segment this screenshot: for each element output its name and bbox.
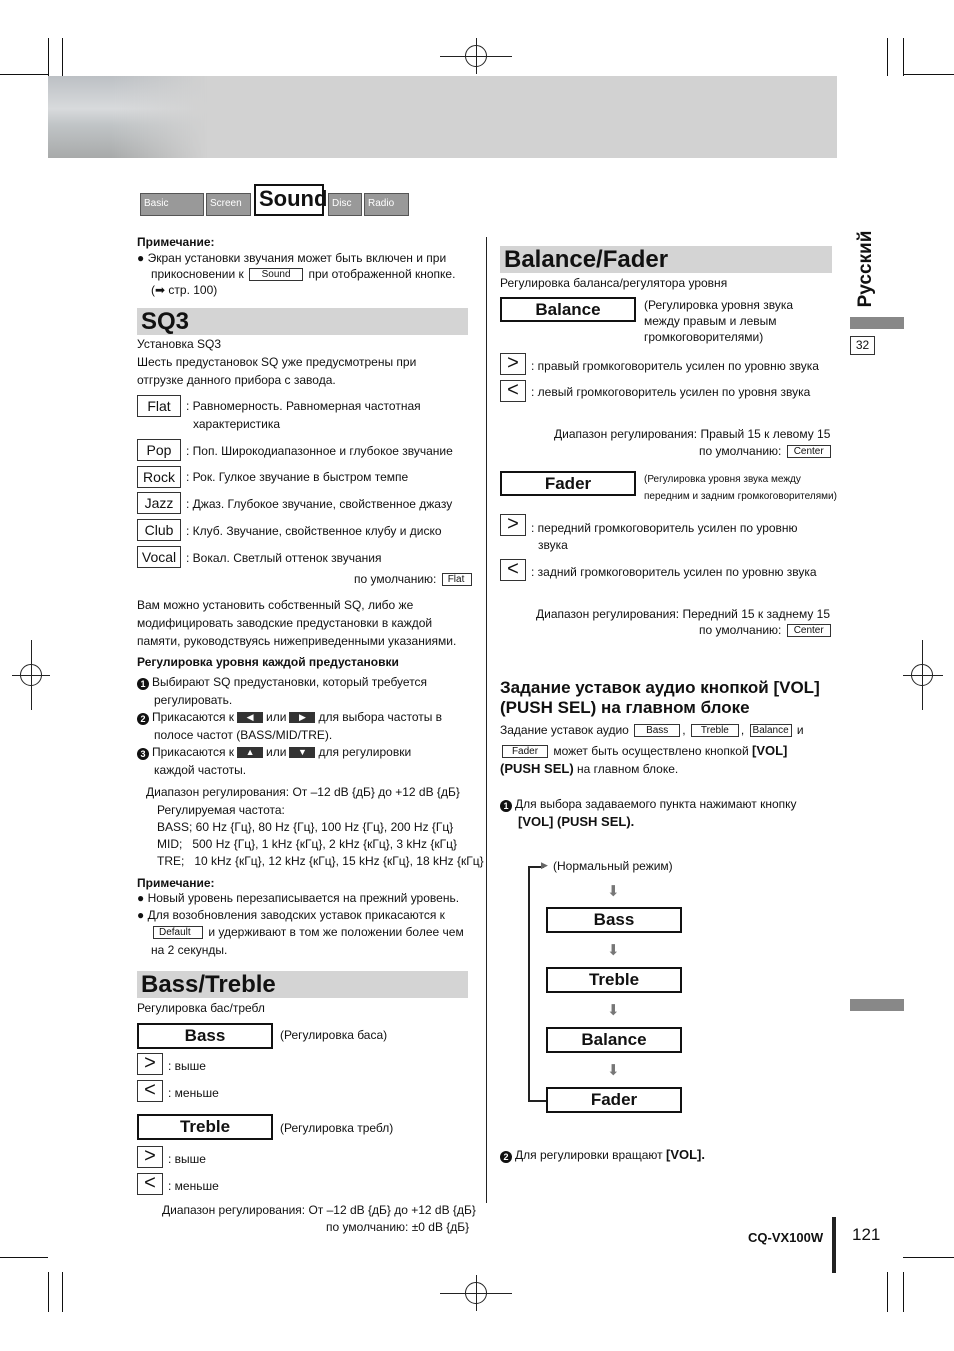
- vol-paragraph: Fader может быть осуществлено кнопкой [VOL]: [500, 742, 787, 760]
- flow-down-arrow-icon: ⬇: [607, 883, 620, 900]
- section-title-balance-fader: Balance/Fader: [500, 246, 832, 273]
- bass-label-box: Bass: [137, 1023, 273, 1049]
- footer-bar: [832, 1217, 836, 1273]
- flow-balance: Balance: [546, 1027, 682, 1053]
- note-line: ● Новый уровень перезаписывается на прежний уровень.: [137, 891, 460, 905]
- crop-mark: [62, 38, 63, 76]
- preset-vocal: Vocal: [137, 546, 181, 568]
- flow-loop-line: [528, 1100, 546, 1102]
- flow-down-arrow-icon: ⬇: [607, 1002, 620, 1019]
- crop-mark: [48, 38, 49, 76]
- note-line: на 2 секунды.: [151, 943, 228, 957]
- section-subtitle: Установка SQ3: [137, 337, 222, 351]
- model-number: CQ-VX100W: [748, 1230, 824, 1245]
- preset-pop: Pop: [137, 439, 181, 461]
- fader-front-text-cont: звука: [538, 538, 568, 552]
- crop-mark: [887, 38, 888, 76]
- left-arrow-button-icon: ◀: [237, 712, 263, 723]
- balance-left-icon: <: [500, 380, 526, 402]
- side-bar-marker-lower: [850, 999, 904, 1011]
- default-value-center: Center: [787, 445, 831, 458]
- tab-screen[interactable]: Screen: [206, 193, 251, 216]
- side-page-number: 32: [850, 336, 875, 355]
- down-arrow-button-icon: ▼: [289, 747, 315, 758]
- step-3: 3 Прикасаются к ▲ или ▼ для регулировки: [137, 744, 411, 761]
- bass-up-text: : выше: [168, 1059, 206, 1073]
- range-text: Диапазон регулирования: От –12 dB {дБ} до +12 dB {дБ}: [146, 785, 460, 799]
- tab-radio[interactable]: Radio: [364, 193, 409, 216]
- paragraph: памяти, руководствуясь нижеприведенными указаниями.: [137, 634, 457, 648]
- section-subtitle: Регулировка баланса/регулятора уровня: [500, 276, 728, 290]
- fader-desc: (Регулировка уровня звука между передним и задним громкоговорителями): [644, 474, 837, 502]
- note-line: (➡ стр. 100): [151, 283, 218, 297]
- freq-label: Регулируемая частота:: [157, 803, 285, 817]
- balance-button-ref: Balance: [750, 724, 792, 737]
- flow-down-arrow-icon: ⬇: [607, 1062, 620, 1079]
- header-banner: [48, 76, 837, 158]
- flow-bass: Bass: [546, 907, 682, 933]
- flow-down-arrow-icon: ⬇: [607, 942, 620, 959]
- freq-tre: TRE; 10 kHz {кГц}, 12 kHz {кГц}, 15 kHz {кГц}, 18 kHz {кГц}: [157, 854, 484, 868]
- flow-treble: Treble: [546, 967, 682, 993]
- crop-mark: [903, 1272, 904, 1312]
- preset-desc: : Рок. Гулкое звучание в быстром темпе: [186, 470, 409, 484]
- balance-desc: (Регулировка уровня звука между правым и левым громкоговорителями): [644, 298, 794, 344]
- flow-loop-line: [528, 866, 530, 1102]
- step-3-cont: каждой частоты.: [154, 763, 247, 777]
- default-value-flat: Flat: [442, 573, 472, 586]
- step-1-cont: регулировать.: [154, 693, 233, 707]
- note-line: ● Экран установки звучания может быть включен и при: [137, 251, 447, 265]
- balance-right-icon: >: [500, 353, 526, 375]
- vol-paragraph: (PUSH SEL) на главном блоке.: [500, 761, 679, 776]
- preset-rock: Rock: [137, 466, 181, 488]
- tab-sound[interactable]: Sound: [254, 184, 324, 216]
- treble-up-icon: >: [137, 1146, 163, 1168]
- default-text: по умолчанию: ±0 dB {дБ}: [326, 1220, 470, 1234]
- flow-fader: Fader: [546, 1087, 682, 1113]
- preset-desc: характеристика: [193, 417, 281, 431]
- treble-button-ref: Treble: [691, 724, 739, 737]
- freq-bass: BASS; 60 Hz {Гц}, 80 Hz {Гц}, 100 Hz {Гц}, 200 Hz {Гц}: [157, 820, 454, 834]
- vol-step-2: 2 Для регулировки вращают [VOL].: [500, 1146, 705, 1164]
- crop-mark: [903, 38, 904, 76]
- treble-label-box: Treble: [137, 1114, 273, 1140]
- section-title-bass-treble: Bass/Treble: [137, 971, 468, 998]
- subheading: Регулировка уровня каждой предустановки: [137, 655, 399, 669]
- vol-bold: [VOL]: [752, 743, 788, 758]
- paragraph: модифицировать заводские предустановки в каждой: [137, 616, 433, 630]
- bass-desc: (Регулировка баса): [280, 1028, 388, 1042]
- fader-rear-icon: <: [500, 559, 526, 581]
- treble-down-text: : меньше: [168, 1179, 219, 1193]
- balance-label-box: Balance: [500, 297, 636, 322]
- note-line: Default и удерживают в том же положении более чем: [151, 924, 464, 941]
- crop-mark: [903, 1257, 954, 1258]
- crop-mark: [0, 1257, 48, 1258]
- up-arrow-button-icon: ▲: [237, 747, 263, 758]
- fader-default: по умолчанию: Center: [699, 622, 833, 639]
- tab-disc[interactable]: Disc: [328, 193, 362, 216]
- paragraph: Шесть предустановок SQ уже предусмотрены при: [137, 355, 417, 369]
- fader-rear-text: : задний громкоговоритель усилен по уровню звука: [531, 565, 817, 579]
- preset-desc: : Вокал. Светлый оттенок звучания: [186, 551, 382, 565]
- section-subtitle: Регулировка бас/требл: [137, 1001, 265, 1015]
- bass-down-icon: <: [137, 1080, 163, 1102]
- preset-desc: : Поп. Широкодиапазонное и глубокое звучание: [186, 444, 453, 458]
- crop-mark: [62, 1272, 63, 1312]
- fader-front-text: : передний громкоговоритель усилен по уровню: [531, 521, 798, 535]
- fader-label-box: Fader: [500, 471, 636, 496]
- page-number: 121: [852, 1225, 881, 1244]
- range-text: Диапазон регулирования: От –12 dB {дБ} до +12 dB {дБ}: [162, 1203, 476, 1217]
- tab-basic-setting[interactable]: Basic Setting: [140, 193, 204, 216]
- section-title-sq3: SQ3: [137, 308, 468, 335]
- fader-range: Диапазон регулирования: Передний 15 к заднему 15: [536, 607, 831, 621]
- preset-desc: : Джаз. Глубокое звучание, свойственное джазу: [186, 497, 453, 511]
- balance-default: по умолчанию: Center: [699, 443, 833, 460]
- balance-right-text: : правый громкоговоритель усилен по уровню звука: [531, 359, 819, 373]
- default-button-ref: Default: [153, 926, 203, 939]
- normal-mode: (Нормальный режим): [553, 859, 673, 873]
- crop-mark: [887, 1272, 888, 1312]
- fader-front-icon: >: [500, 514, 526, 536]
- step-1: 1 Выбирают SQ предустановки, который требуется: [137, 674, 427, 691]
- preset-club: Club: [137, 519, 181, 541]
- language-label: Русский: [855, 230, 876, 308]
- balance-range: Диапазон регулирования: Правый 15 к левому 15: [554, 427, 831, 441]
- arrow-right-icon: ➡: [155, 283, 166, 297]
- preset-jazz: Jazz: [137, 492, 181, 514]
- default-value-center: Center: [787, 624, 831, 637]
- default-line: по умолчанию: Flat: [354, 571, 474, 588]
- paragraph: отгрузке данного прибора с завода.: [137, 373, 336, 387]
- side-bar-marker: [850, 317, 904, 329]
- vol-step-1-cont: [VOL] (PUSH SEL).: [518, 814, 635, 829]
- crop-mark: [0, 74, 48, 75]
- step-2-cont: полосе частот (BASS/MID/TRE).: [154, 728, 333, 742]
- treble-up-text: : выше: [168, 1152, 206, 1166]
- step-2: 2 Прикасаются к ◀ или ▶ для выбора частоты в: [137, 709, 442, 726]
- bass-up-icon: >: [137, 1053, 163, 1075]
- column-divider: [486, 237, 487, 1203]
- note-line: прикосновении к Sound при отображенной кнопке.: [151, 267, 456, 281]
- preset-desc: : Равномерность. Равномерная частотная: [186, 399, 421, 413]
- paragraph: Вам можно установить собственный SQ, либо же: [137, 598, 414, 612]
- preset-flat: Flat: [137, 395, 181, 417]
- note-line: ● Для возобновления заводских уставок прикасаются к: [137, 908, 445, 922]
- vol-step-1: 1 Для выбора задаваемого пункта нажимают кнопку: [500, 796, 797, 813]
- right-arrow-button-icon: ▶: [289, 712, 315, 723]
- crop-mark: [48, 1272, 49, 1312]
- fader-button-ref: Fader: [502, 745, 548, 758]
- treble-down-icon: <: [137, 1173, 163, 1195]
- freq-mid: MID; 500 Hz {Гц}, 1 kHz {кГц}, 2 kHz {кГц}, 3 kHz {кГц}: [157, 837, 458, 851]
- balance-left-text: : левый громкоговоритель усилен по уровня звука: [531, 385, 811, 399]
- preset-desc: : Клуб. Звучание, свойственное клубу и диско: [186, 524, 442, 538]
- note-heading: Примечание:: [137, 235, 215, 249]
- bass-down-text: : меньше: [168, 1086, 219, 1100]
- bass-button-ref: Bass: [634, 724, 680, 737]
- sound-button-ref: Sound: [249, 268, 303, 281]
- treble-desc: (Регулировка требл): [280, 1121, 394, 1135]
- flow-arrow-icon: ▶: [541, 860, 548, 870]
- note-heading: Примечание:: [137, 876, 215, 890]
- vol-heading: Задание уставок аудио кнопкой [VOL] (PUSH SEL) на главном блоке: [500, 678, 820, 717]
- vol-paragraph: Задание уставок аудио Bass , Treble , Balance и: [500, 723, 804, 737]
- crop-mark: [903, 74, 954, 75]
